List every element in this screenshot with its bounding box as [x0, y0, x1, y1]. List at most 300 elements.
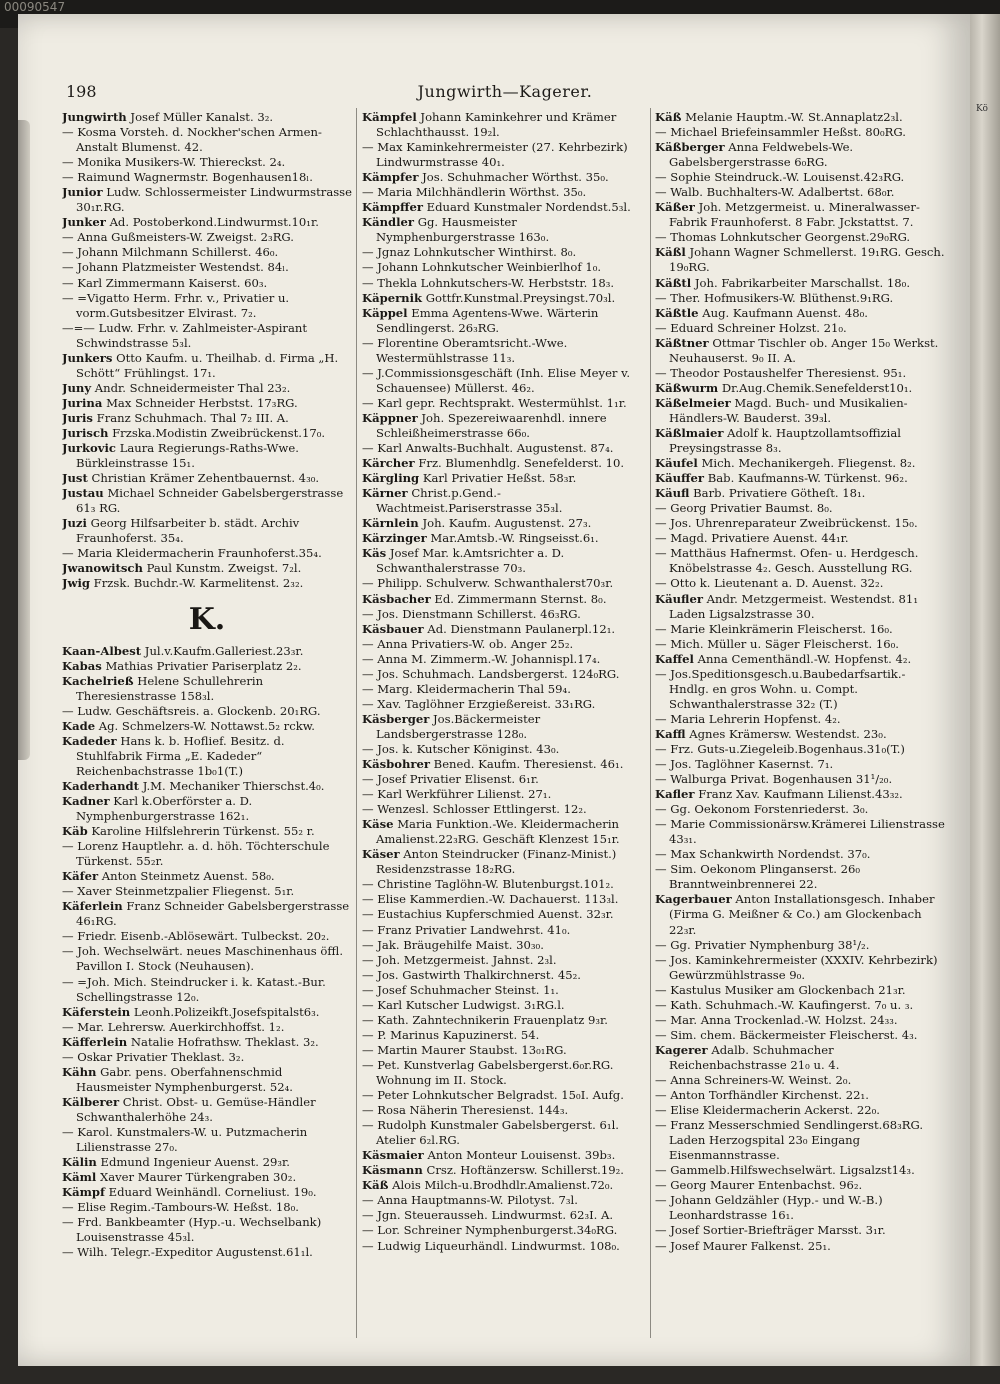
directory-entry: [62, 824, 352, 839]
entry-details: Eduard Weinhändl. Corneliust. 19₀.: [108, 1185, 317, 1200]
entry-surname: Kagerbauer: [655, 892, 732, 907]
directory-entry: [655, 486, 945, 501]
entry-details: Ed. Zimmermann Sternst. 8₀.: [434, 591, 607, 606]
directory-entry: [62, 644, 352, 659]
directory-entry: [655, 1223, 945, 1238]
directory-entry: [62, 839, 352, 869]
directory-entry: [655, 1193, 945, 1223]
entry-details: — Mich. Müller u. Säger Fleischerst. 16₀.: [655, 636, 899, 651]
entry-surname: Käßlmaier: [655, 425, 724, 440]
entry-details: Michael Schneider Gabelsbergerstrasse 61₃ RG.: [76, 486, 344, 516]
directory-entry: [362, 170, 647, 185]
directory-entry: [362, 1043, 647, 1058]
entry-details: — Wenzesl. Schlosser Ettlingerst. 12₂.: [362, 802, 587, 817]
entry-details: — Kath. Zahntechnikerin Frauenplatz 9₃r.: [362, 1012, 608, 1027]
directory-entry: [362, 1028, 647, 1043]
entry-details: — Lor. Schreiner Nymphenburgerst.34₀RG.: [362, 1223, 618, 1238]
entry-details: Gottfr.Kunstmal.Preysingst.70₃l.: [425, 290, 616, 305]
entry-surname: Käsmaier: [362, 1148, 424, 1163]
directory-entry: [362, 968, 647, 983]
directory-entry: [362, 411, 647, 441]
directory-entry: [62, 546, 352, 561]
entry-details: — Frd. Bankbeamter (Hyp.-u. Wechselbank) Louisenstrasse 45₃l.: [62, 1215, 322, 1245]
entry-details: — =Joh. Mich. Steindrucker i. k. Katast.-Bur. Schellingstrasse 12₀.: [62, 974, 326, 1004]
entry-details: — Jos. Taglöhner Kasernst. 7₁.: [655, 757, 834, 772]
entry-details: — Monika Musikers-W. Thiereckst. 2₄.: [62, 155, 286, 170]
directory-entry: [362, 486, 647, 516]
directory-entry: [62, 110, 352, 125]
directory-entry: [362, 667, 647, 682]
entry-surname: Käufel: [655, 456, 698, 471]
directory-entry: [655, 396, 945, 426]
entry-surname: Kälberer: [62, 1094, 120, 1109]
entry-surname: Kärnlein: [362, 516, 419, 531]
next-page-edge: [970, 14, 1000, 1366]
entry-details: — P. Marinus Kapuzinerst. 54.: [362, 1027, 540, 1042]
directory-entry: [362, 757, 647, 772]
entry-details: — Joh. Metzgermeist. Jahnst. 2₃l.: [362, 952, 557, 967]
directory-entry: [362, 396, 647, 411]
entry-details: — Josef Sortier-Briefträger Marsst. 3₁r.: [655, 1223, 886, 1238]
entry-surname: Käufler: [655, 591, 703, 606]
entry-surname: Käb: [62, 824, 88, 839]
entry-surname: Kähn: [62, 1064, 97, 1079]
directory-entry: [62, 929, 352, 944]
directory-entry: [362, 892, 647, 907]
entry-details: Eduard Kunstmaler Nordendst.5₃l.: [426, 200, 631, 215]
entry-surname: Käsmann: [362, 1163, 423, 1178]
directory-entry: [62, 1155, 352, 1170]
directory-entry: [655, 516, 945, 531]
directory-entry: [62, 779, 352, 794]
entry-details: — Xav. Taglöhner Erzgießereist. 33₁RG.: [362, 696, 596, 711]
directory-entry: [362, 441, 647, 456]
entry-details: — Matthäus Hafnermst. Ofen- u. Herdgesch. Knöbelstrasse 4₂. Gesch. Ausstellung RG.: [655, 546, 919, 576]
entry-details: — Gg. Privatier Nymphenburg 38¹/₂.: [655, 937, 870, 952]
entry-details: — Jos. Dienstmann Schillerst. 46₃RG.: [362, 606, 581, 621]
entry-details: — Jak. Bräugehilfe Maist. 30₃₀.: [362, 937, 544, 952]
directory-entry: [62, 441, 352, 471]
directory-entry: [362, 1148, 647, 1163]
directory-entry: [655, 727, 945, 742]
directory-entry: [62, 1170, 352, 1185]
entry-details: Magd. Buch- und Musikalien-Händlers-W. Bauderst. 39₃l.: [669, 395, 908, 425]
entry-details: — Jos. Kaminkehrermeister (XXXIV. Kehrbezirk) Gewürzmühlstrasse 9₀.: [655, 952, 938, 982]
entry-details: — Jos. Schuhmach. Landsbergerst. 124₀RG.: [362, 666, 620, 681]
entry-details: — Anna Privatiers-W. ob. Anger 25₂.: [362, 636, 574, 651]
entry-details: Crsz. Hoftänzersw. Schillerst.19₂.: [426, 1163, 624, 1178]
entry-details: Anna Cementhändl.-W. Hopfenst. 4₂.: [697, 651, 912, 666]
directory-entry: [655, 983, 945, 998]
directory-entry: [62, 1050, 352, 1065]
entry-details: Paul Kunstm. Zweigst. 7₂l.: [146, 561, 302, 576]
directory-entry: [655, 140, 945, 170]
directory-entry: [62, 155, 352, 170]
directory-entry: [362, 291, 647, 306]
entry-details: — Anna Hauptmanns-W. Pilotyst. 7₃l.: [362, 1193, 578, 1208]
entry-surname: Kafler: [655, 787, 695, 802]
entry-details: — Lorenz Hauptlehr. a. d. höh. Töchterschule Türkenst. 55₂r.: [62, 839, 330, 869]
entry-surname: Käsbohrer: [362, 757, 430, 772]
entry-details: — Sim. chem. Bäckermeister Fleischerst. 4₃.: [655, 1027, 918, 1042]
directory-entry: [655, 1163, 945, 1178]
directory-entry: [62, 1185, 352, 1200]
directory-entry: [362, 306, 647, 336]
directory-entry: [362, 245, 647, 260]
directory-entry: [362, 1223, 647, 1238]
entry-details: — Anna Schreiners-W. Weinst. 2₀.: [655, 1073, 852, 1087]
directory-entry: [362, 652, 647, 667]
directory-entry: [362, 1118, 647, 1148]
entry-details: Christ. Obst- u. Gemüse-Händler Schwanthalerhöhe 24₃.: [76, 1094, 316, 1124]
entry-details: — Jos.Speditionsgesch.u.Baubedarfsartik.-Hndlg. en gros Wohn. u. Compt. Schwanthalerstrasse 32₂ (T.): [655, 666, 906, 711]
entry-details: Gabr. pens. Oberfahnenschmid Hausmeister Nymphenburgerst. 52₄.: [76, 1064, 293, 1094]
directory-entry: [62, 674, 352, 704]
directory-entry: [655, 531, 945, 546]
directory-entry: [362, 772, 647, 787]
entry-surname: Kämpfel: [362, 110, 417, 124]
directory-entry: [62, 1125, 352, 1155]
entry-surname: Käßwurm: [655, 380, 719, 395]
entry-surname: Käßl: [655, 245, 686, 260]
directory-entry: [655, 170, 945, 185]
entry-details: — Franz Privatier Landwehrst. 41₀.: [362, 922, 571, 937]
entry-details: — Ludwig Liqueurhändl. Lindwurmst. 108₀.: [362, 1238, 620, 1253]
entry-details: — Josef Maurer Falkenst. 25₁.: [655, 1238, 831, 1253]
directory-entry: [362, 140, 647, 170]
entry-details: Natalie Hofrathsw. Theklast. 3₂.: [130, 1034, 319, 1049]
directory-entry: [362, 110, 647, 140]
entry-details: Karl k.Oberförster a. D. Nymphenburgerstrasse 162₁.: [76, 793, 253, 824]
entry-surname: Käser: [362, 847, 400, 862]
page-number: 198: [66, 82, 97, 101]
directory-entry: [655, 637, 945, 652]
directory-entry: [62, 411, 352, 426]
entry-details: — Elise Regim.-Tambours-W. Heßst. 18₀.: [62, 1200, 299, 1215]
entry-details: — Anna M. Zimmerm.-W. Johannispl.17₄.: [362, 651, 601, 666]
directory-entry: [362, 938, 647, 953]
directory-entry: [362, 576, 647, 591]
entry-details: Laura Regierungs-Raths-Wwe. Bürkleinstrasse 15₁.: [76, 441, 299, 471]
directory-entry: [362, 531, 647, 546]
directory-entry: [362, 516, 647, 531]
entry-surname: Kachelrieß: [62, 673, 134, 688]
directory-entry: [655, 592, 945, 622]
entry-details: Joh. Spezereiwaarenhdl. innere Schleißheimerstrasse 66₀.: [376, 410, 607, 440]
entry-details: — Maria Milchhändlerin Wörthst. 35₀.: [362, 185, 587, 200]
entry-surname: Käppner: [362, 410, 418, 425]
entry-details: — Theodor Postaushelfer Theresienst. 95₁.: [655, 365, 907, 380]
directory-entry: [655, 321, 945, 336]
entry-details: — Johann Geldzähler (Hyp.- und W.-B.) Leonhardstrasse 16₁.: [655, 1193, 883, 1223]
entry-details: Georg Hilfsarbeiter b. städt. Archiv Fraunhoferst. 35₄.: [76, 516, 300, 546]
entry-details: Anna Feldwebels-We. Gabelsbergerstrasse 6₀RG.: [669, 140, 854, 170]
entry-details: Alois Milch-u.Brodhdlr.Amalienst.72₀.: [392, 1178, 614, 1193]
page-clip-shadow: [18, 120, 30, 760]
directory-entry: [362, 682, 647, 697]
entry-surname: Käfferlein: [62, 1034, 128, 1049]
directory-entry: [62, 1095, 352, 1125]
entry-details: — Christine Taglöhn-W. Blutenburgst.101₂.: [362, 877, 614, 892]
directory-entry: [362, 1058, 647, 1088]
directory-entry: [655, 772, 945, 787]
entry-surname: Käß: [362, 1178, 389, 1193]
directory-entry: [655, 366, 945, 381]
directory-entry: [362, 276, 647, 291]
entry-details: Ad. Dienstmann Paulanerpl.12₁.: [427, 621, 616, 636]
entry-details: — J.Commissionsgeschäft (Inh. Elise Meyer v. Schauensee) Müllerst. 46₂.: [362, 365, 631, 395]
directory-entry: [655, 381, 945, 396]
directory-entry: [362, 1178, 647, 1193]
entry-details: Dr.Aug.Chemik.Senefelderst10₁.: [721, 380, 913, 395]
entry-details: — Rosa Näherin Theresienst. 144₃.: [362, 1103, 569, 1118]
entry-details: — Maria Lehrerin Hopfenst. 4₂.: [655, 711, 841, 726]
page-title: Jungwirth—Kagerer.: [417, 82, 593, 101]
directory-entry: [655, 471, 945, 486]
entry-details: Andr. Schneidermeister Thal 23₂.: [94, 380, 291, 395]
entry-details: Ad. Postoberkond.Lindwurmst.10₁r.: [109, 215, 319, 230]
entry-surname: Käßtner: [655, 335, 709, 350]
entry-details: Josef Müller Kanalst. 3₂.: [130, 110, 274, 124]
entry-surname: Kabas: [62, 658, 102, 673]
entry-details: Jul.v.Kaufm.Galleriest.23₃r.: [144, 643, 304, 658]
entry-details: — Sophie Steindruck.-W. Louisenst.42₃RG.: [655, 170, 905, 185]
directory-entry: [655, 1239, 945, 1254]
entry-details: — Josef Privatier Elisenst. 6₁r.: [362, 772, 539, 787]
entry-details: — Georg Privatier Baumst. 8₀.: [655, 501, 833, 516]
entry-surname: Kärzinger: [362, 531, 427, 546]
directory-entry: [655, 757, 945, 772]
entry-details: — Maria Kleidermacherin Fraunhoferst.35₄.: [62, 546, 322, 561]
entry-surname: Justau: [62, 486, 104, 501]
entry-details: — Florentine Oberamtsricht.-Wwe. Westermühlstrasse 11₃.: [362, 335, 568, 365]
entry-surname: Käßer: [655, 200, 695, 215]
entry-surname: Käßtle: [655, 305, 699, 320]
directory-entry: [362, 907, 647, 922]
directory-entry: [62, 351, 352, 381]
entry-surname: Käßelmeier: [655, 395, 731, 410]
entry-details: — Marie Kleinkrämerin Fleischerst. 16₀.: [655, 621, 893, 636]
entry-details: Joh. Fabrikarbeiter Marschallst. 18₀.: [694, 275, 911, 290]
entry-details: — Joh. Wechselwärt. neues Maschinenhaus öffl. Pavillon I. Stock (Neuhausen).: [62, 944, 344, 974]
entry-surname: Käs: [362, 546, 387, 561]
entry-details: — Thekla Lohnkutschers-W. Herbststr. 18₃.: [362, 275, 615, 290]
entry-surname: Kämpffer: [362, 200, 423, 215]
directory-entry: [655, 200, 945, 230]
directory-entry: [655, 456, 945, 471]
entry-surname: Jungwirth: [62, 110, 127, 124]
entry-details: Agnes Krämersw. Westendst. 23₀.: [689, 726, 887, 741]
entry-details: Mar.Amtsb.-W. Ringseisst.6₁.: [430, 531, 599, 546]
entry-details: — Xaver Steinmetzpalier Fliegenst. 5₁r.: [62, 884, 295, 899]
directory-entry: [655, 892, 945, 937]
directory-entry: [62, 869, 352, 884]
entry-details: — Josef Schuhmacher Steinst. 1₁.: [362, 982, 559, 997]
directory-entry: [655, 426, 945, 456]
directory-entry: [655, 652, 945, 667]
entry-surname: Käufl: [655, 486, 690, 501]
directory-entry: [655, 576, 945, 591]
section-letter-heading: K.: [188, 601, 226, 637]
directory-entry: [362, 200, 647, 215]
directory-entry: [362, 366, 647, 396]
directory-entry: [362, 1193, 647, 1208]
directory-entry: [62, 576, 352, 591]
entry-surname: Kade: [62, 718, 96, 733]
entry-surname: Kaffl: [655, 726, 686, 741]
entry-details: Bab. Kaufmanns-W. Türkenst. 96₂.: [707, 471, 908, 486]
directory-entry: [655, 306, 945, 321]
directory-entry: [362, 923, 647, 938]
entry-details: J.M. Mechaniker Thierschst.4₀.: [142, 778, 325, 793]
entry-details: — Ludw. Geschäftsreis. a. Glockenb. 20₁RG.: [62, 703, 321, 718]
entry-surname: Junkers: [62, 350, 113, 365]
directory-entry: [655, 787, 945, 802]
directory-entry: [62, 944, 352, 974]
directory-entry: [655, 1178, 945, 1193]
entry-surname: Just: [62, 471, 88, 486]
entry-surname: Kämpf: [62, 1185, 105, 1200]
directory-entry: [362, 817, 647, 847]
entry-details: — Karl Werkführer Lilienst. 27₁.: [362, 787, 552, 802]
entry-details: — Magd. Privatiere Auenst. 44₁r.: [655, 531, 849, 546]
directory-entry: [655, 1073, 945, 1088]
directory-entry: [655, 185, 945, 200]
entry-surname: Käsbauer: [362, 621, 424, 636]
entry-details: — Jos. Uhrenreparateur Zweibrückenst. 15₀.: [655, 516, 918, 531]
directory-entry: [62, 659, 352, 674]
entry-details: Anton Steinmetz Auenst. 58₀.: [101, 869, 275, 884]
directory-entry: [62, 426, 352, 441]
directory-entry: [655, 712, 945, 727]
entry-surname: Kaderhandt: [62, 778, 140, 793]
directory-entry: [62, 321, 352, 351]
entry-details: Edmund Ingenieur Auenst. 29₃r.: [100, 1155, 290, 1170]
directory-entry: [655, 862, 945, 892]
entry-details: Franz Schneider Gabelsbergerstrasse 46₁RG.: [76, 899, 350, 929]
entry-details: — Walburga Privat. Bogenhausen 31¹/₂₀.: [655, 772, 893, 787]
entry-surname: Juny: [62, 380, 92, 395]
entry-details: — Michael Briefeinsammler Heßst. 80₀RG.: [655, 125, 906, 140]
entry-details: Anton Steindrucker (Finanz-Minist.) Residenzstrasse 18₂RG.: [376, 847, 617, 877]
entry-details: — Eustachius Kupferschmied Auenst. 32₃r.: [362, 907, 614, 922]
directory-entry: [362, 185, 647, 200]
entry-details: Anton Monteur Louisenst. 39b₃.: [427, 1148, 616, 1163]
directory-entry: [62, 884, 352, 899]
directory-entry: [362, 260, 647, 275]
entry-details: — Thomas Lohnkutscher Georgenst.29₀RG.: [655, 230, 911, 245]
entry-details: Aug. Kaufmann Auenst. 48₀.: [702, 305, 868, 320]
entry-details: — Wilh. Telegr.-Expeditor Augustenst.61₁l.: [62, 1245, 313, 1260]
entry-details: Max Schneider Herbstst. 17₃RG.: [106, 395, 298, 410]
entry-surname: Käml: [62, 1170, 97, 1185]
entry-details: Frzsk. Buchdr.-W. Karmelitenst. 2₃₂.: [93, 576, 304, 591]
column-divider: [356, 108, 357, 1338]
entry-details: — Mar. Anna Trockenlad.-W. Holzst. 24₃₃.: [655, 1012, 898, 1027]
directory-entry: [655, 125, 945, 140]
entry-details: — Ther. Hofmusikers-W. Blüthenst.9₁RG.: [655, 290, 894, 305]
directory-entry: [362, 847, 647, 877]
entry-surname: Jwanowitsch: [62, 561, 143, 576]
directory-entry: [655, 291, 945, 306]
entry-surname: Junior: [62, 185, 103, 200]
entry-details: Otto Kaufm. u. Theilhab. d. Firma „H. Schött“ Frühlingst. 17₁.: [76, 350, 339, 380]
entry-details: Gg. Hausmeister Nymphenburgerstrasse 163₀.: [376, 215, 550, 245]
directory-entry: [62, 381, 352, 396]
entry-details: — Johann Lohnkutscher Weinbierlhof 1₀.: [362, 260, 602, 275]
entry-details: — Johann Platzmeister Westendst. 84ₗ.: [62, 260, 289, 275]
entry-details: Christ.p.Gend.-Wachtmeist.Pariserstrasse 35₃l.: [376, 486, 563, 516]
entry-details: — Karl Zimmermann Kaiserst. 60₃.: [62, 275, 268, 290]
entry-surname: Kändler: [362, 215, 415, 230]
entry-details: Emma Agentens-Wwe. Wärterin Sendlingerst. 26₃RG.: [376, 305, 599, 335]
directory-entry: [362, 215, 647, 245]
directory-entry: [62, 125, 352, 155]
entry-details: Hans k. b. Hoflief. Besitz. d. Stuhlfabrik Firma „E. Kadeder“ Reichenbachstrasse 1b₀1(T.): [76, 733, 285, 778]
directory-entry: [62, 185, 352, 215]
entry-details: Xaver Maurer Türkengraben 30₂.: [99, 1170, 297, 1185]
entry-details: — Rudolph Kunstmaler Gabelsbergerst. 6₁l. Atelier 6₂l.RG.: [362, 1118, 619, 1148]
directory-entry: [62, 260, 352, 275]
column-divider: [650, 108, 651, 1338]
entry-surname: Juris: [62, 410, 93, 425]
directory-entry: [655, 938, 945, 953]
entry-details: — Georg Maurer Entenbachst. 96₂.: [655, 1178, 863, 1193]
entry-surname: Kadner: [62, 793, 110, 808]
entry-details: — Marg. Kleidermacherin Thal 59₄.: [362, 681, 571, 696]
entry-details: — Friedr. Eisenb.-Ablösewärt. Tulbeckst. 20₂.: [62, 929, 330, 944]
directory-entry: [655, 1088, 945, 1103]
directory-entry: [62, 1215, 352, 1245]
entry-details: — Jgnaz Lohnkutscher Winthirst. 8₀.: [362, 245, 577, 260]
directory-entry: [362, 456, 647, 471]
next-page-fragment: Kö: [976, 104, 988, 114]
directory-entry: [655, 501, 945, 516]
directory-entry: [655, 802, 945, 817]
directory-entry: [362, 1088, 647, 1103]
entry-details: — Karl Kutscher Ludwigst. 3₁RG.l.: [362, 997, 565, 1012]
directory-entry: [62, 486, 352, 516]
directory-entry: [655, 667, 945, 712]
entry-details: — Karl Anwalts-Buchhalt. Augustenst. 87₄.: [362, 441, 614, 456]
entry-details: — Raimund Wagnermstr. Bogenhausen18ₗ.: [62, 170, 313, 185]
entry-details: — Gammelb.Hilfswechselwärt. Ligsalzst14₃.: [655, 1163, 915, 1178]
entry-details: Melanie Hauptm.-W. St.Annaplatz2₃l.: [685, 110, 903, 124]
directory-entry: [655, 1028, 945, 1043]
entry-surname: Käse: [362, 817, 394, 832]
entry-surname: Jurina: [62, 395, 103, 410]
directory-entry: [362, 546, 647, 576]
entry-details: Jos.Bäckermeister Landsbergerstrasse 128₀.: [376, 711, 541, 741]
entry-details: — Otto k. Lieutenant a. D. Auenst. 32₂.: [655, 576, 884, 591]
entry-details: — Gg. Oekonom Forstenriederst. 3₀.: [655, 802, 869, 817]
directory-entry: [362, 1163, 647, 1178]
directory-entry: [655, 336, 945, 366]
directory-entry: [655, 847, 945, 862]
entry-details: — Walb. Buchhalters-W. Adalbertst. 68₀r.: [655, 185, 895, 200]
entry-surname: Jwig: [62, 576, 90, 591]
directory-entry: [362, 336, 647, 366]
entry-details: Karoline Hilfslehrerin Türkenst. 55₂ r.: [91, 824, 315, 839]
entry-surname: Käsberger: [362, 711, 430, 726]
entry-details: Karl Privatier Heßst. 58₃r.: [422, 471, 577, 486]
directory-entry: [62, 170, 352, 185]
entry-details: Adolf k. Hauptzollamtsoffizial Preysingstrasse 8₃.: [669, 425, 901, 456]
directory-entry: [62, 975, 352, 1005]
entry-surname: Kärcher: [362, 456, 415, 471]
entry-details: — Eduard Schreiner Holzst. 21₀.: [655, 320, 847, 335]
entry-details: — Peter Lohnkutscher Belgradst. 15₀I. Aufg.: [362, 1088, 624, 1103]
